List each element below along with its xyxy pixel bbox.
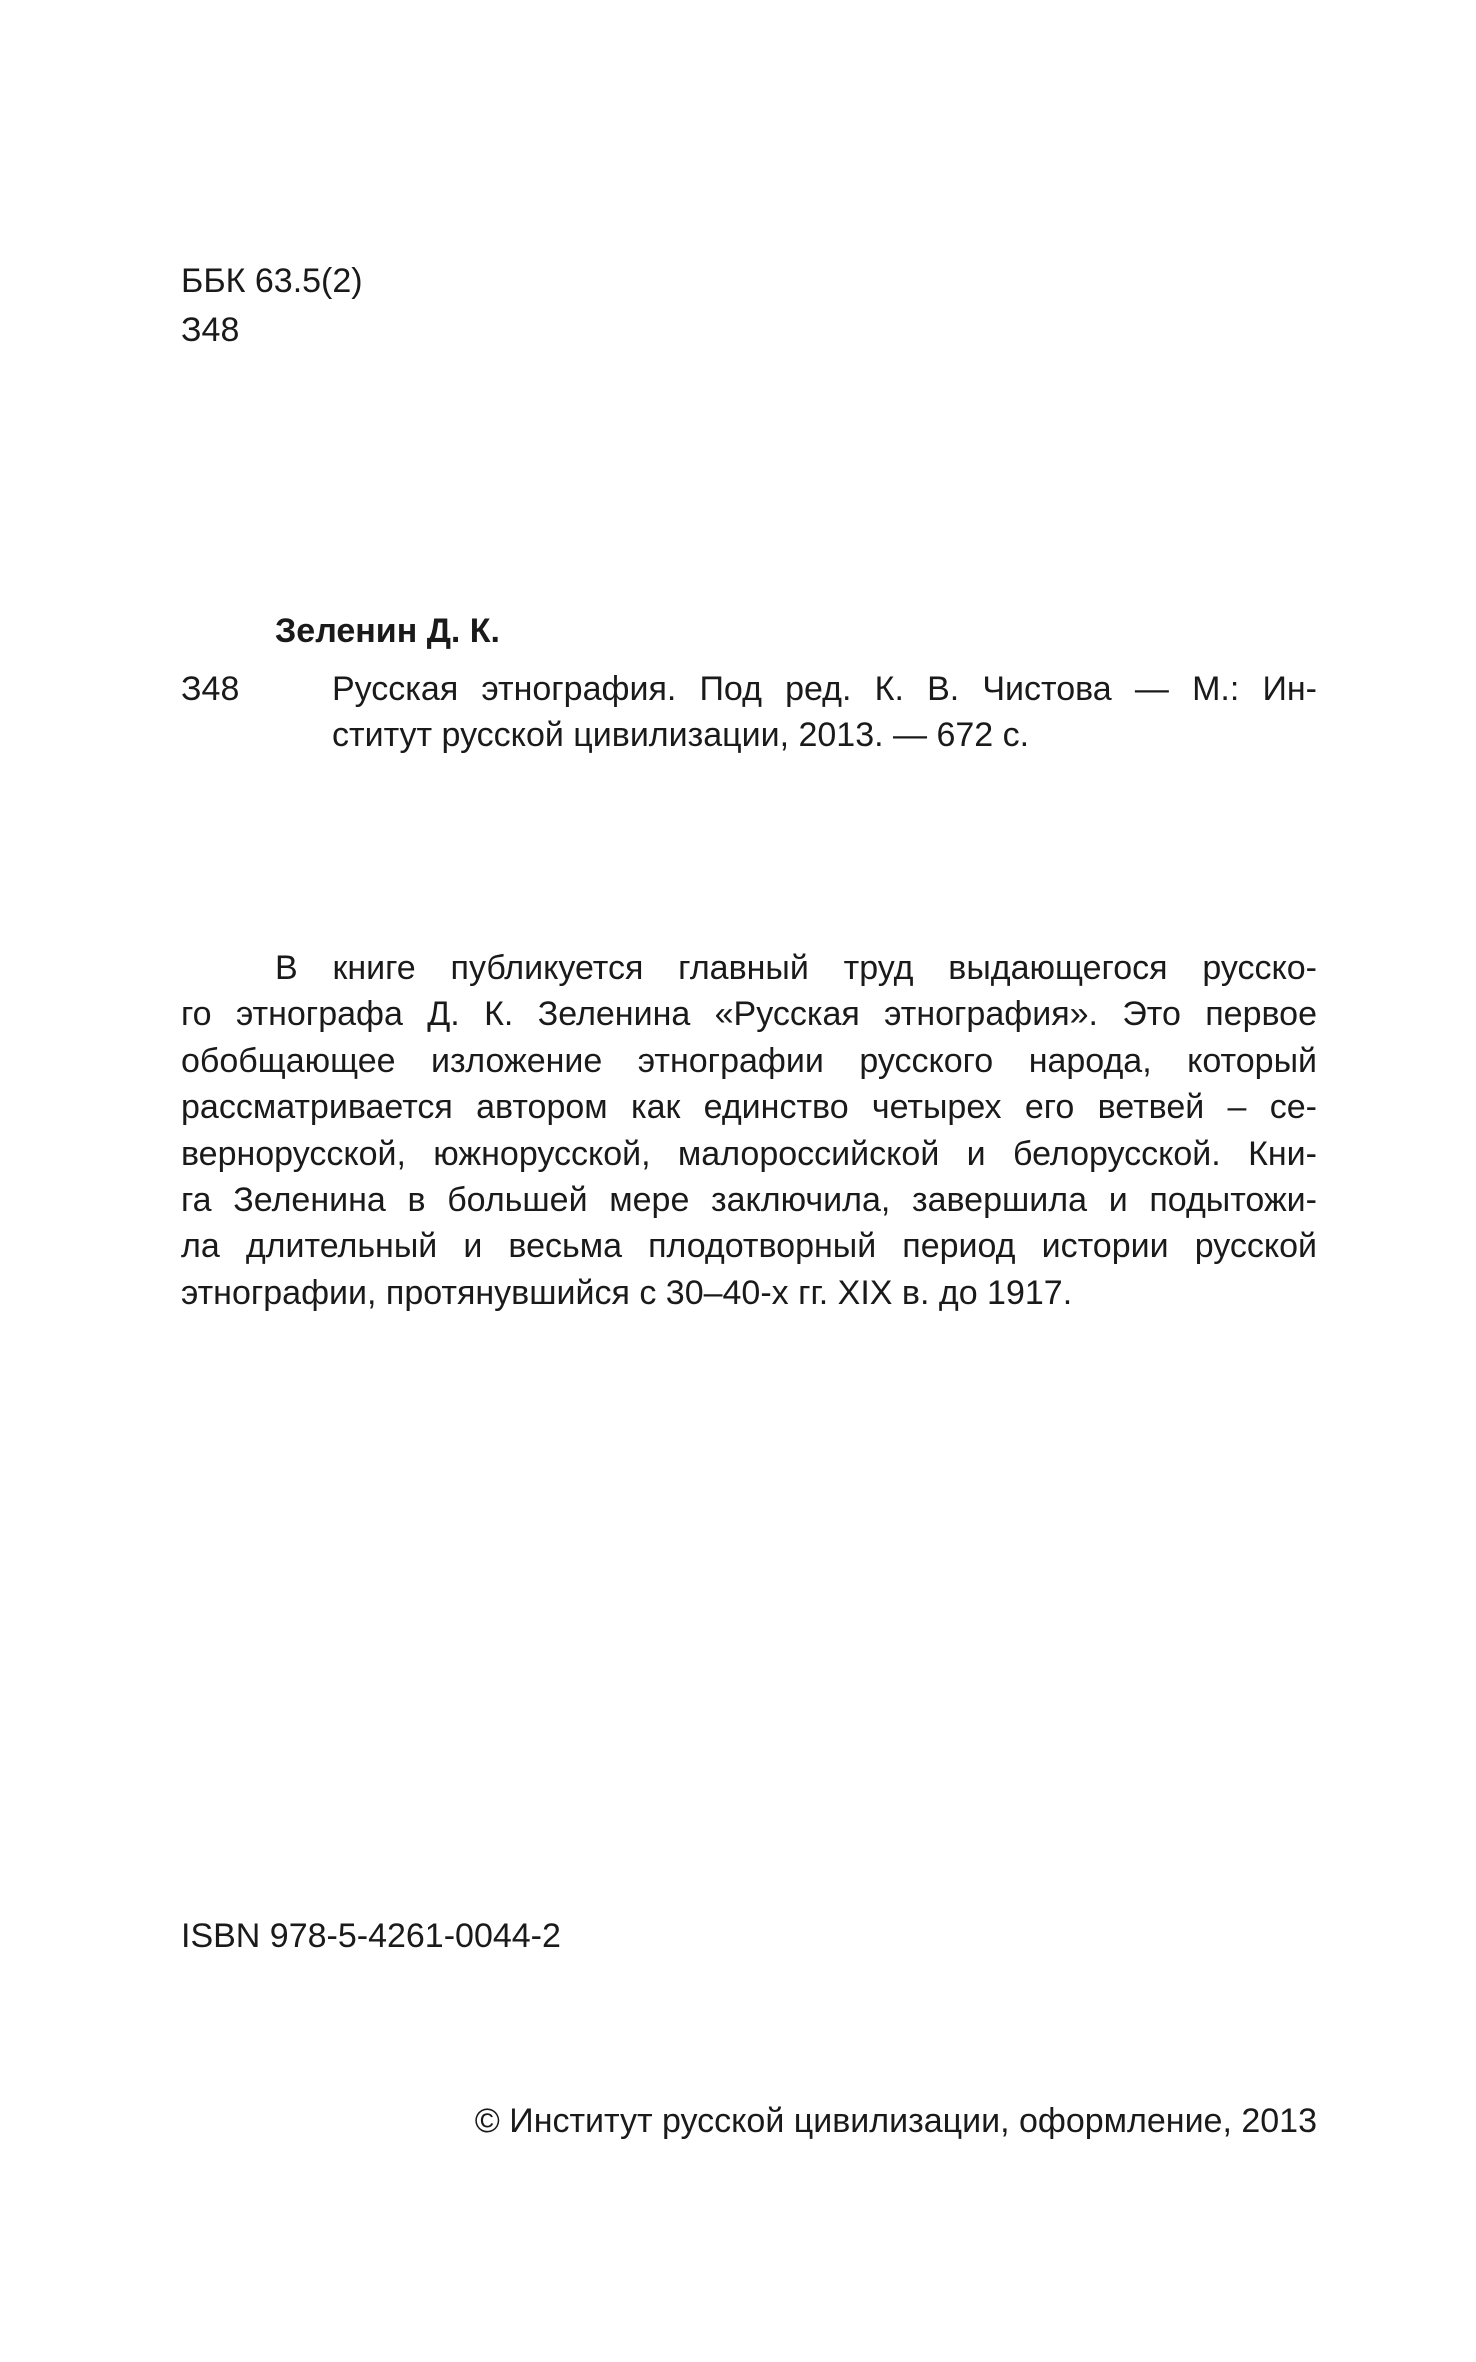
annotation-line: га Зеленина в большей мере заключила, завершила и подытожи-	[181, 1181, 1317, 1220]
author-code: З48	[181, 311, 240, 349]
author-name: Зеленин Д. К.	[275, 612, 501, 650]
bbk-classification: ББК 63.5(2)	[181, 262, 363, 300]
bibliographic-entry	[332, 666, 1317, 758]
isbn: ISBN 978-5-4261-0044-2	[181, 1917, 561, 1955]
annotation-paragraph	[181, 945, 1317, 1316]
annotation-line: рассматривается автором как единство четырех его ветвей – се-	[181, 1088, 1317, 1127]
annotation-line: го этнографа Д. К. Зеленина «Русская этнография». Это первое	[181, 995, 1317, 1034]
entry-line: Русская этнография. Под ред. К. В. Чистова — М.: Ин-	[332, 670, 1317, 708]
annotation-line: этнографии, протянувшийся с 30–40-х гг. XIX в. до 1917.	[181, 1273, 1073, 1312]
annotation-line: обобщающее изложение этнографии русского народа, который	[181, 1041, 1317, 1080]
annotation-line: В книге публикуется главный труд выдающегося русско-	[275, 949, 1317, 987]
copyright-notice: © Институт русской цивилизации, оформление, 2013	[474, 2102, 1317, 2140]
entry-line: ститут русской цивилизации, 2013. — 672 с.	[332, 716, 1030, 754]
annotation-line: ла длительный и весьма плодотворный период истории русской	[181, 1227, 1317, 1266]
entry-author-code: З48	[181, 670, 240, 708]
annotation-line: вернорусской, южнорусской, малороссийской и белорусской. Кни-	[181, 1134, 1317, 1173]
